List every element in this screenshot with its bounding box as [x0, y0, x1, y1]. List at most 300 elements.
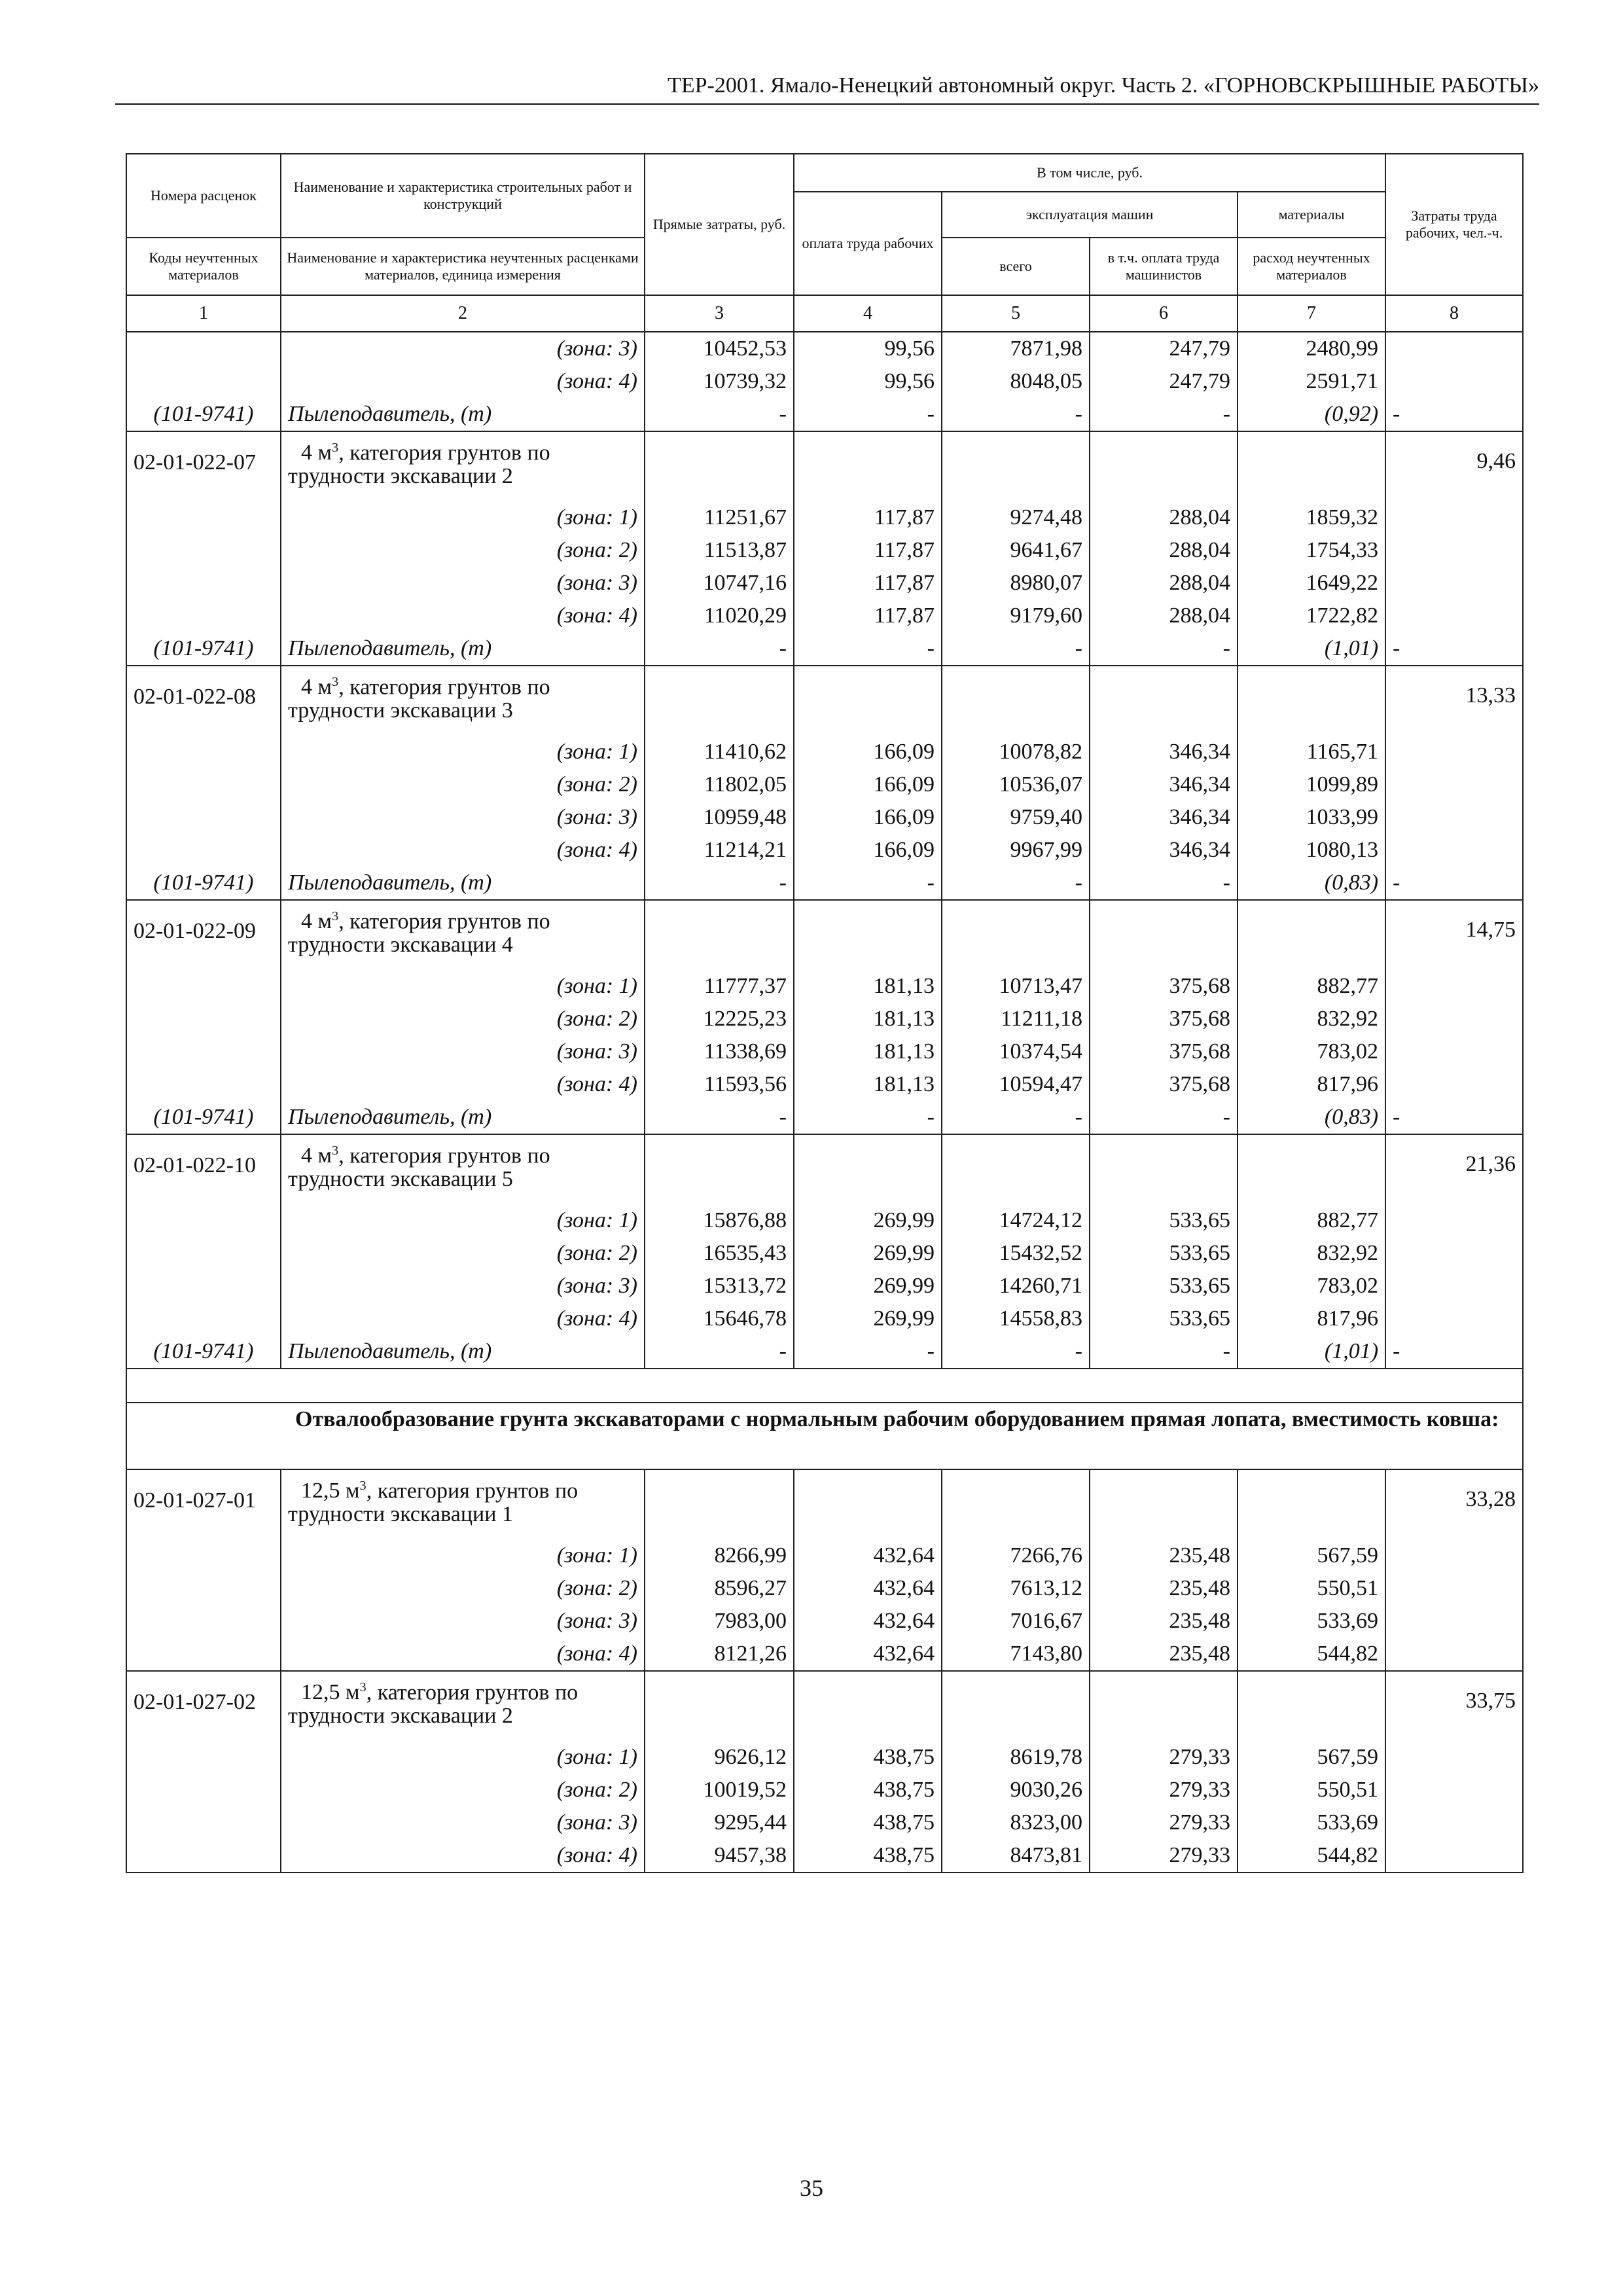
material-row — [126, 398, 1523, 431]
labor-cell-empty — [1385, 1068, 1523, 1101]
running-head: ТЕР-2001. Ямало-Ненецкий автономный округ. Часть 2. «ГОРНОВСКРЫШНЫЕ РАБОТЫ» — [115, 73, 1539, 105]
materials-cost: 544,82 — [1238, 1638, 1385, 1671]
desc-sup: 3 — [359, 1680, 366, 1695]
material-v3: - — [645, 632, 794, 666]
table-row — [126, 567, 1523, 600]
material-v4: - — [794, 867, 942, 900]
materials-cost: 567,59 — [1238, 1539, 1385, 1572]
direct-costs: 11338,69 — [645, 1035, 794, 1068]
machines-total: 8048,05 — [942, 365, 1090, 398]
empty-cell — [1238, 666, 1385, 736]
col5-header: всего — [942, 238, 1090, 295]
direct-costs: 12225,23 — [645, 1003, 794, 1035]
labor-cell-empty — [1385, 1035, 1523, 1068]
section-cell — [126, 1369, 1523, 1403]
rate-row — [126, 666, 1523, 736]
desc-prefix: 4 м — [301, 675, 332, 700]
column-number: 7 — [1238, 295, 1385, 332]
direct-costs: 11802,05 — [645, 768, 794, 801]
col4-header: оплата труда рабочих — [794, 192, 942, 295]
machines-total: 8473,81 — [942, 1839, 1090, 1873]
direct-costs: 15876,88 — [645, 1204, 794, 1237]
empty-cell — [1090, 431, 1238, 501]
empty-cell — [942, 666, 1090, 736]
machinist-wages: 247,79 — [1090, 365, 1238, 398]
machinist-wages: 235,48 — [1090, 1572, 1238, 1605]
direct-costs: 7983,00 — [645, 1605, 794, 1638]
code-cell-empty — [126, 365, 281, 398]
empty-cell — [1238, 1134, 1385, 1204]
rate-code: 02-01-022-09 — [126, 900, 281, 970]
col3-header: Прямые затраты, руб. — [645, 154, 794, 295]
material-consumption: (1,01) — [1238, 632, 1385, 666]
material-v4: - — [794, 632, 942, 666]
materials-cost: 882,77 — [1238, 1204, 1385, 1237]
material-code: (101-9741) — [126, 867, 281, 900]
column-numbers-row — [126, 295, 1523, 332]
empty-cell — [1090, 666, 1238, 736]
machines-total: 8323,00 — [942, 1806, 1090, 1839]
table-row — [126, 365, 1523, 398]
empty-cell — [1238, 431, 1385, 501]
material-code: (101-9741) — [126, 1101, 281, 1134]
material-v4: - — [794, 1101, 942, 1134]
labor-cell-empty — [1385, 970, 1523, 1003]
zone-label: (зона: 2) — [281, 1003, 645, 1035]
table-row — [126, 768, 1523, 801]
direct-costs: 11020,29 — [645, 600, 794, 632]
col2-header-b: Наименование и характеристика неучтенных расценками материалов, единица измерения — [281, 238, 645, 295]
labor-cell-empty — [1385, 1638, 1523, 1671]
empty-cell — [942, 900, 1090, 970]
rate-description — [281, 1469, 645, 1539]
labor-cell-empty — [1385, 1302, 1523, 1335]
code-cell-empty — [126, 1302, 281, 1335]
material-v3: - — [645, 1335, 794, 1369]
materials-cost: 817,96 — [1238, 1068, 1385, 1101]
direct-costs: 10959,48 — [645, 801, 794, 834]
worker-wages: 438,75 — [794, 1839, 942, 1873]
machines-total: 7266,76 — [942, 1539, 1090, 1572]
machinist-wages: 288,04 — [1090, 534, 1238, 567]
material-name: Пылеподавитель, (т) — [281, 1335, 645, 1369]
table-row — [126, 1741, 1523, 1774]
code-cell-empty — [126, 1237, 281, 1270]
labor-cell-empty — [1385, 600, 1523, 632]
table-row — [126, 1237, 1523, 1270]
direct-costs: 9457,38 — [645, 1839, 794, 1873]
labor-cell-empty — [1385, 1741, 1523, 1774]
desc-rest: , категория грунтов по трудности экскавации 1 — [288, 1479, 579, 1527]
labor-costs: 9,46 — [1385, 431, 1523, 501]
worker-wages: 166,09 — [794, 736, 942, 768]
worker-wages: 438,75 — [794, 1774, 942, 1806]
worker-wages: 181,13 — [794, 1035, 942, 1068]
empty-cell — [645, 1469, 794, 1539]
machines-header: эксплуатация машин — [942, 192, 1238, 238]
machines-total: 7613,12 — [942, 1572, 1090, 1605]
material-consumption: (1,01) — [1238, 1335, 1385, 1369]
material-v3: - — [645, 1101, 794, 1134]
machines-total: 9274,48 — [942, 501, 1090, 534]
empty-cell — [645, 666, 794, 736]
materials-cost: 1165,71 — [1238, 736, 1385, 768]
materials-header: материалы — [1238, 192, 1385, 238]
material-v8: - — [1385, 1101, 1523, 1134]
materials-cost: 550,51 — [1238, 1774, 1385, 1806]
code-cell-empty — [126, 1204, 281, 1237]
machines-total: 10374,54 — [942, 1035, 1090, 1068]
direct-costs: 11251,67 — [645, 501, 794, 534]
table-row — [126, 1839, 1523, 1873]
rate-description — [281, 431, 645, 501]
zone-label: (зона: 4) — [281, 365, 645, 398]
table-body-upper — [126, 332, 1523, 1369]
worker-wages: 269,99 — [794, 1302, 942, 1335]
desc-prefix: 12,5 м — [301, 1479, 360, 1503]
table-row — [126, 1068, 1523, 1101]
empty-cell — [1090, 900, 1238, 970]
zone-label: (зона: 2) — [281, 534, 645, 567]
materials-cost: 2480,99 — [1238, 332, 1385, 365]
desc-rest: , категория грунтов по трудности экскавации 2 — [288, 440, 550, 489]
machinist-wages: 288,04 — [1090, 501, 1238, 534]
material-consumption: (0,83) — [1238, 867, 1385, 900]
material-code: (101-9741) — [126, 632, 281, 666]
machinist-wages: 533,65 — [1090, 1302, 1238, 1335]
material-v8: - — [1385, 867, 1523, 900]
worker-wages: 166,09 — [794, 768, 942, 801]
materials-cost: 832,92 — [1238, 1237, 1385, 1270]
worker-wages: 117,87 — [794, 534, 942, 567]
code-cell-empty — [126, 801, 281, 834]
table-row — [126, 1035, 1523, 1068]
code-cell-empty — [126, 1806, 281, 1839]
worker-wages: 117,87 — [794, 501, 942, 534]
zone-label: (зона: 4) — [281, 1068, 645, 1101]
zone-label: (зона: 1) — [281, 1539, 645, 1572]
col2-header-a: Наименование и характеристика строительных работ и конструкций — [281, 154, 645, 238]
worker-wages: 117,87 — [794, 600, 942, 632]
worker-wages: 181,13 — [794, 1068, 942, 1101]
direct-costs: 16535,43 — [645, 1237, 794, 1270]
machines-total: 7143,80 — [942, 1638, 1090, 1671]
rate-row — [126, 1671, 1523, 1741]
column-number: 1 — [126, 295, 281, 332]
zone-label: (зона: 2) — [281, 1572, 645, 1605]
labor-cell-empty — [1385, 1270, 1523, 1302]
machinist-wages: 235,48 — [1090, 1638, 1238, 1671]
code-cell-empty — [126, 1774, 281, 1806]
code-cell-empty — [126, 567, 281, 600]
zone-label: (зона: 4) — [281, 834, 645, 867]
section-block — [126, 1369, 1523, 1469]
machines-total: 10078,82 — [942, 736, 1090, 768]
labor-cell-empty — [1385, 501, 1523, 534]
labor-cell-empty — [1385, 1774, 1523, 1806]
material-row — [126, 1335, 1523, 1369]
empty-cell — [1090, 1134, 1238, 1204]
labor-cell-empty — [1385, 365, 1523, 398]
zone-label: (зона: 1) — [281, 970, 645, 1003]
code-cell-empty — [126, 970, 281, 1003]
code-cell-empty — [126, 332, 281, 365]
desc-prefix: 4 м — [301, 909, 332, 934]
code-cell-empty — [126, 1572, 281, 1605]
table-row — [126, 534, 1523, 567]
table-row — [126, 1003, 1523, 1035]
table-row — [126, 1774, 1523, 1806]
empty-cell — [794, 1134, 942, 1204]
direct-costs: 8596,27 — [645, 1572, 794, 1605]
code-cell-empty — [126, 1539, 281, 1572]
material-v5: - — [942, 632, 1090, 666]
materials-cost: 1754,33 — [1238, 534, 1385, 567]
table-row — [126, 1806, 1523, 1839]
materials-cost: 832,92 — [1238, 1003, 1385, 1035]
materials-cost: 817,96 — [1238, 1302, 1385, 1335]
table-row — [126, 600, 1523, 632]
labor-cell-empty — [1385, 567, 1523, 600]
rate-description — [281, 900, 645, 970]
direct-costs: 11214,21 — [645, 834, 794, 867]
empty-cell — [942, 1134, 1090, 1204]
desc-sup: 3 — [359, 1479, 366, 1493]
labor-cell-empty — [1385, 834, 1523, 867]
desc-prefix: 12,5 м — [301, 1680, 360, 1705]
materials-cost: 783,02 — [1238, 1035, 1385, 1068]
code-cell-empty — [126, 1839, 281, 1873]
table-row — [126, 1605, 1523, 1638]
zone-label: (зона: 3) — [281, 1270, 645, 1302]
empty-cell — [942, 1469, 1090, 1539]
zone-label: (зона: 2) — [281, 1237, 645, 1270]
empty-cell — [645, 1671, 794, 1741]
worker-wages: 432,64 — [794, 1605, 942, 1638]
machinist-wages: 279,33 — [1090, 1839, 1238, 1873]
empty-cell — [1238, 1469, 1385, 1539]
direct-costs: 9626,12 — [645, 1741, 794, 1774]
worker-wages: 117,87 — [794, 567, 942, 600]
column-number: 6 — [1090, 295, 1238, 332]
desc-rest: , категория грунтов по трудности экскавации 3 — [288, 675, 550, 723]
empty-cell — [645, 900, 794, 970]
machines-total: 14260,71 — [942, 1270, 1090, 1302]
machines-total: 14558,83 — [942, 1302, 1090, 1335]
machinist-wages: 346,34 — [1090, 768, 1238, 801]
worker-wages: 99,56 — [794, 332, 942, 365]
machines-total: 8619,78 — [942, 1741, 1090, 1774]
labor-cell-empty — [1385, 1204, 1523, 1237]
empty-cell — [1090, 1671, 1238, 1741]
worker-wages: 99,56 — [794, 365, 942, 398]
empty-cell — [1090, 1469, 1238, 1539]
zone-label: (зона: 1) — [281, 736, 645, 768]
code-cell-empty — [126, 1003, 281, 1035]
direct-costs: 11513,87 — [645, 534, 794, 567]
code-cell-empty — [126, 600, 281, 632]
material-v3: - — [645, 398, 794, 431]
empty-cell — [645, 1134, 794, 1204]
table-body-lower — [126, 1469, 1523, 1873]
labor-cell-empty — [1385, 1237, 1523, 1270]
worker-wages: 269,99 — [794, 1237, 942, 1270]
direct-costs: 11593,56 — [645, 1068, 794, 1101]
desc-sup: 3 — [332, 675, 339, 689]
rate-row — [126, 900, 1523, 970]
zone-label: (зона: 3) — [281, 1605, 645, 1638]
material-v3: - — [645, 867, 794, 900]
direct-costs: 11777,37 — [645, 970, 794, 1003]
machines-total: 7871,98 — [942, 332, 1090, 365]
machinist-wages: 375,68 — [1090, 970, 1238, 1003]
group-heading: Отвалообразование грунта экскаваторами с нормальным рабочим оборудованием прямая лопата, вместимость ковша: — [281, 1403, 1523, 1469]
machines-total: 7016,67 — [942, 1605, 1090, 1638]
empty-cell — [942, 1671, 1090, 1741]
worker-wages: 166,09 — [794, 834, 942, 867]
materials-cost: 533,69 — [1238, 1605, 1385, 1638]
materials-cost: 550,51 — [1238, 1572, 1385, 1605]
materials-cost: 1722,82 — [1238, 600, 1385, 632]
materials-cost: 533,69 — [1238, 1806, 1385, 1839]
empty-cell — [1238, 1671, 1385, 1741]
table-row — [126, 1539, 1523, 1572]
worker-wages: 269,99 — [794, 1270, 942, 1302]
table-row — [126, 1302, 1523, 1335]
worker-wages: 166,09 — [794, 801, 942, 834]
materials-cost: 783,02 — [1238, 1270, 1385, 1302]
material-v8: - — [1385, 632, 1523, 666]
table-row — [126, 970, 1523, 1003]
zone-label: (зона: 1) — [281, 1204, 645, 1237]
materials-cost: 1649,22 — [1238, 567, 1385, 600]
direct-costs: 15646,78 — [645, 1302, 794, 1335]
labor-cell-empty — [1385, 1003, 1523, 1035]
column-number: 8 — [1385, 295, 1523, 332]
direct-costs: 8266,99 — [645, 1539, 794, 1572]
desc-rest: , категория грунтов по трудности экскавации 4 — [288, 909, 550, 958]
machinist-wages: 235,48 — [1090, 1605, 1238, 1638]
material-row — [126, 1101, 1523, 1134]
machinist-wages: 375,68 — [1090, 1068, 1238, 1101]
machinist-wages: 346,34 — [1090, 736, 1238, 768]
column-number: 3 — [645, 295, 794, 332]
machinist-wages: 375,68 — [1090, 1003, 1238, 1035]
rate-description — [281, 1134, 645, 1204]
machines-total: 9967,99 — [942, 834, 1090, 867]
group-heading-spacer — [126, 1403, 281, 1469]
material-code: (101-9741) — [126, 398, 281, 431]
zone-label: (зона: 3) — [281, 801, 645, 834]
table-row — [126, 1572, 1523, 1605]
machines-total: 10594,47 — [942, 1068, 1090, 1101]
rate-code: 02-01-022-08 — [126, 666, 281, 736]
zone-label: (зона: 3) — [281, 1035, 645, 1068]
column-number: 2 — [281, 295, 645, 332]
direct-costs: 10747,16 — [645, 567, 794, 600]
labor-cell-empty — [1385, 1839, 1523, 1873]
labor-cell-empty — [1385, 736, 1523, 768]
labor-cell-empty — [1385, 332, 1523, 365]
worker-wages: 181,13 — [794, 1003, 942, 1035]
desc-prefix: 4 м — [301, 1143, 332, 1168]
code-cell-empty — [126, 834, 281, 867]
col7-header: расход неучтенных материалов — [1238, 238, 1385, 295]
machines-total: 9179,60 — [942, 600, 1090, 632]
labor-cell-empty — [1385, 1605, 1523, 1638]
rates-table — [126, 153, 1524, 1873]
code-cell-empty — [126, 1270, 281, 1302]
desc-prefix: 4 м — [301, 440, 332, 465]
empty-cell — [645, 431, 794, 501]
direct-costs: 8121,26 — [645, 1638, 794, 1671]
material-v6: - — [1090, 398, 1238, 431]
worker-wages: 432,64 — [794, 1638, 942, 1671]
labor-cell-empty — [1385, 1572, 1523, 1605]
machines-total: 15432,52 — [942, 1237, 1090, 1270]
desc-rest: , категория грунтов по трудности экскавации 2 — [288, 1680, 579, 1729]
rate-description — [281, 1671, 645, 1741]
code-cell-empty — [126, 768, 281, 801]
labor-cell-empty — [1385, 534, 1523, 567]
material-v4: - — [794, 1335, 942, 1369]
table-row — [126, 834, 1523, 867]
labor-costs: 33,75 — [1385, 1671, 1523, 1741]
machinist-wages: 533,65 — [1090, 1270, 1238, 1302]
column-number: 4 — [794, 295, 942, 332]
col8-header: Затраты труда рабочих, чел.-ч. — [1385, 154, 1523, 295]
machinist-wages: 288,04 — [1090, 567, 1238, 600]
zone-label: (зона: 4) — [281, 1638, 645, 1671]
machinist-wages: 346,34 — [1090, 801, 1238, 834]
material-row — [126, 632, 1523, 666]
desc-sup: 3 — [332, 440, 339, 455]
rate-code: 02-01-027-02 — [126, 1671, 281, 1741]
empty-cell — [794, 431, 942, 501]
materials-cost: 882,77 — [1238, 970, 1385, 1003]
code-cell-empty — [126, 501, 281, 534]
material-v6: - — [1090, 1101, 1238, 1134]
machines-total: 9759,40 — [942, 801, 1090, 834]
materials-cost: 2591,71 — [1238, 365, 1385, 398]
machines-total: 10536,07 — [942, 768, 1090, 801]
worker-wages: 432,64 — [794, 1539, 942, 1572]
machinist-wages: 533,65 — [1090, 1204, 1238, 1237]
materials-cost: 1859,32 — [1238, 501, 1385, 534]
material-v8: - — [1385, 1335, 1523, 1369]
materials-cost: 567,59 — [1238, 1741, 1385, 1774]
zone-label: (зона: 1) — [281, 501, 645, 534]
material-v5: - — [942, 398, 1090, 431]
code-cell-empty — [126, 534, 281, 567]
material-consumption: (0,92) — [1238, 398, 1385, 431]
empty-cell — [794, 666, 942, 736]
in-that-header: В том числе, руб. — [794, 154, 1385, 192]
table-row — [126, 801, 1523, 834]
zone-label: (зона: 1) — [281, 1741, 645, 1774]
materials-cost: 544,82 — [1238, 1839, 1385, 1873]
direct-costs: 11410,62 — [645, 736, 794, 768]
empty-cell — [794, 900, 942, 970]
machines-total: 9641,67 — [942, 534, 1090, 567]
direct-costs: 10452,53 — [645, 332, 794, 365]
zone-label: (зона: 2) — [281, 768, 645, 801]
material-consumption: (0,83) — [1238, 1101, 1385, 1134]
empty-cell — [794, 1469, 942, 1539]
rate-code: 02-01-022-07 — [126, 431, 281, 501]
table-row — [126, 736, 1523, 768]
direct-costs: 15313,72 — [645, 1270, 794, 1302]
